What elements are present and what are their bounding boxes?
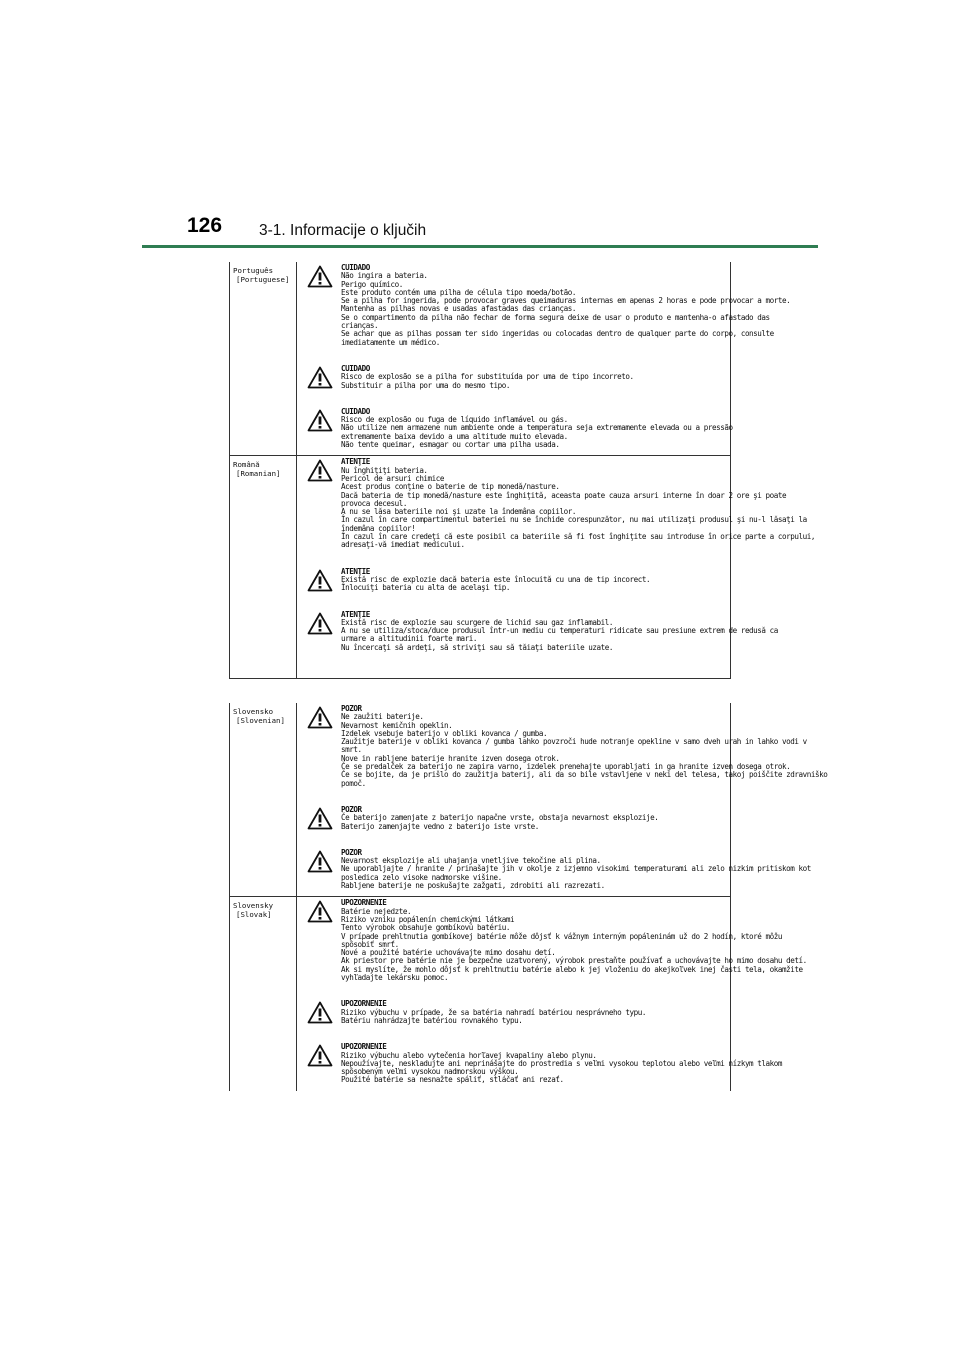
warning-line: Použité batérie sa nesnažte spáliť, stláčať ani rezať.: [341, 1075, 564, 1085]
warning-text: [341, 566, 730, 593]
language-name-en: [Romanian]: [236, 469, 281, 479]
warning-title: POZOR: [341, 704, 362, 713]
warning-triangle-icon: [307, 1044, 333, 1067]
warning-line: În cazul în care credeţi că este posibil ca bateriile să fi fost înghiţite sau introduse în orice parte a corpului,: [341, 532, 816, 542]
language-name: Português: [233, 266, 274, 275]
warning-text: [341, 406, 733, 450]
warning-triangle-icon: [307, 265, 333, 288]
warning-line: Ne zaužiti baterije.: [341, 712, 424, 722]
warning-text: [341, 703, 828, 788]
header-rule: [142, 245, 818, 248]
warnings-list: [230, 456, 816, 678]
warning-text: [341, 847, 811, 891]
warning-line: Înlocuiţi bateria cu alta de acelaşi tip.: [341, 583, 510, 593]
warning-entry: [297, 703, 828, 790]
language-label: [230, 897, 297, 1090]
page-number: 126: [187, 214, 223, 237]
warning-line: A nu se lăsa bateriile noi şi uzate la îndemâna copiilor.: [341, 507, 576, 517]
warning-line: adresaţi-vă imediat medicului.: [341, 540, 465, 550]
warning-line: Se achar que as pilhas possam ter sido ingeridas ou colocadas dentro de qualquer parte do corpo, consulte: [341, 329, 774, 339]
warning-text: [341, 998, 730, 1025]
warning-entry: [297, 262, 791, 349]
warning-line: Riziko výbuchu v prípade, že sa batéria nahradí batériou nesprávneho typu.: [341, 1007, 647, 1017]
warning-text: [341, 609, 778, 652]
warning-line: Riziko výbuchu alebo vytečenia horľavej kvapaliny alebo plynu.: [341, 1050, 597, 1060]
warning-line: Perigo químico.: [341, 279, 403, 289]
warning-entry: [297, 406, 733, 451]
language-name: Slovensky: [233, 901, 274, 911]
warning-line: Če se bojite, da je prišlo do zaužitja baterij, ali da so bile vstavljene v neki del telesa, takoj poiščite zdravniško: [341, 770, 828, 780]
warning-spacer: [230, 1027, 730, 1041]
warning-line: Riziko vzniku popálenín chemickými látkami: [341, 914, 515, 924]
warning-line: Nu înghiţiţi bateria.: [341, 465, 428, 475]
warning-line: Substituir a pilha por uma do mesmo tipo.: [341, 380, 510, 390]
warning-entry: [297, 566, 730, 595]
warning-title: ATENŢIE: [341, 457, 370, 467]
warning-title: UPOZORNENIE: [341, 999, 387, 1009]
warning-line: Zaužitje baterije v obliki kovanca / gumba lahko povzroči hude notranje opekline v samo dveh urah in lahko vodi v: [341, 737, 807, 747]
warning-line: Ak priestor pre batérie nie je bezpečne uzatvorený, výrobok prestaňte používať a uchovávajte ho mimo dosahu detí.: [341, 956, 807, 966]
language-section-romanian: [230, 455, 816, 678]
warning-text: [341, 804, 730, 831]
warning-entry: [297, 897, 807, 984]
warning-entry: [297, 456, 816, 551]
warning-title: UPOZORNENIE: [341, 1042, 387, 1052]
warning-line: smrt.: [341, 745, 362, 755]
warning-line: Nu încercaţi să ardeţi, să striviţi sau să tăiaţi bateriile uzate.: [341, 642, 614, 652]
warning-title: CUIDADO: [341, 406, 370, 416]
warning-line: Não ingira a bateria.: [341, 271, 428, 281]
section-bottom-padding: [230, 654, 730, 678]
warning-entry: [297, 363, 730, 392]
warning-spacer: [230, 552, 730, 566]
warning-line: Ak si myslíte, že mohlo dôjsť k prehltnutiu batérie alebo k jej vloženiu do akejkoľvek inej časti tela, okamžite: [341, 964, 803, 974]
warning-entry: [297, 609, 778, 654]
language-section-slovenian: [230, 703, 828, 896]
warning-line: Acest produs conţine o baterie de tip monedă/nasture.: [341, 482, 560, 492]
warning-title: CUIDADO: [341, 263, 370, 272]
warning-line: Este produto contém uma pilha de célula tipo moeda/botão.: [341, 287, 576, 297]
language-label: [230, 262, 297, 455]
warning-spacer: [230, 595, 730, 609]
language-section-slovak: [230, 896, 807, 1090]
warning-triangle-icon: [307, 850, 333, 873]
warning-line: pomoč.: [341, 778, 366, 788]
language-name-en: [Portuguese]: [236, 275, 290, 284]
warning-line: Če se predalček za baterijo ne zapira varno, izdelek prenehajte uporabljati in ga hranite izven dosega otrok.: [341, 762, 791, 772]
warning-spacer: [230, 984, 730, 998]
warning-line: Batériu nahrádzajte batériou rovnakého typu.: [341, 1015, 523, 1025]
warning-text: [341, 363, 730, 390]
warnings-list: [230, 262, 791, 455]
section-bottom-padding: [230, 1087, 730, 1091]
warning-spacer: [230, 392, 730, 406]
warning-title: CUIDADO: [341, 363, 370, 373]
warning-triangle-icon: [307, 569, 333, 592]
warning-title: POZOR: [341, 804, 362, 814]
warning-text: [341, 456, 816, 550]
warning-title: ATENŢIE: [341, 566, 370, 576]
language-label: [230, 703, 297, 896]
warning-line: Baterijo zamenjajte vedno z baterijo iste vrste.: [341, 821, 539, 831]
warning-triangle-icon: [307, 366, 333, 389]
warning-triangle-icon: [307, 807, 333, 830]
warning-line: Nepoužívajte, neskladujte ani neprinášajte do prostredia s veľmi vysokou teplotou alebo veľmi nízkym tlakom: [341, 1058, 783, 1068]
warning-line: provoca decesul.: [341, 498, 407, 508]
warning-text: [341, 897, 807, 983]
warnings-list: [230, 703, 828, 896]
warning-line: posledica zelo visoke nadmorske višine.: [341, 872, 502, 882]
warning-line: Nové a použité batérie uchovávajte mimo dosahu detí.: [341, 948, 556, 958]
warning-triangle-icon: [307, 706, 333, 729]
warning-line: În cazul în care compartimentul bateriei nu se închide corespunzător, nu mai utilizaţi produsul şi nu-l lăsaţi la: [341, 515, 807, 525]
warning-spacer: [230, 790, 730, 804]
warning-line: extremamente baixa devido a uma altitude muito elevada.: [341, 431, 568, 441]
warning-line: Tento výrobok obsahuje gombíkovú batériu.: [341, 923, 510, 933]
warning-line: Izdelek vsebuje baterijo v obliki kovanca / gumba.: [341, 728, 548, 738]
warning-entry: [297, 804, 730, 833]
warning-triangle-icon: [307, 1001, 333, 1024]
warning-text: [341, 1041, 783, 1085]
warning-triangle-icon: [307, 612, 333, 635]
warning-line: Există risc de explozie dacă bateria este înlocuită cu una de tip incorect.: [341, 574, 651, 584]
language-name: Română: [233, 460, 260, 470]
warning-line: Risco de explosão se a pilha for substituída por uma de tipo incorreto.: [341, 372, 634, 382]
warning-table-bottom: [229, 703, 828, 1091]
warning-line: Se o compartimento da pilha não fechar de forma segura deixe de usar o produto e mantenha-o afastado das: [341, 312, 770, 322]
warning-line: Rabljene baterije ne poskušajte zažgati, zdrobiti ali razrezati.: [341, 881, 605, 891]
warning-line: spôsobiť smrť.: [341, 939, 399, 949]
language-label: [230, 456, 297, 678]
warning-triangle-icon: [307, 459, 333, 482]
warning-line: spôsobeným veľmi vysokou nadmorskou výškou.: [341, 1067, 519, 1077]
language-name: Slovensko: [233, 707, 274, 716]
language-section-portuguese: [230, 262, 791, 455]
warning-line: Risco de explosão ou fuga de líquido inflamável ou gás.: [341, 415, 568, 425]
warning-text: [341, 262, 791, 347]
warning-line: vyhľadajte lekársku pomoc.: [341, 973, 449, 983]
warning-entry: [297, 847, 811, 892]
warning-line: Există risc de explozie sau scurgere de lichid sau gaz inflamabil.: [341, 617, 614, 627]
warning-table-top: [229, 262, 816, 679]
warning-line: imediatamente um médico.: [341, 337, 440, 347]
warning-spacer: [230, 833, 730, 847]
warning-line: A nu se utiliza/stoca/duce produsul într-un mediu cu temperaturi ridicate sau presiune extrem de redusă ca: [341, 626, 778, 636]
warning-entry: [297, 1041, 783, 1086]
language-name-en: [Slovak]: [236, 910, 272, 920]
warning-line: Batérie nejedzte.: [341, 906, 412, 916]
warning-line: Não tente queimar, esmagar ou cortar uma pilha usada.: [341, 440, 560, 450]
warning-triangle-icon: [307, 900, 333, 923]
warnings-list: [230, 897, 807, 1090]
warning-line: Mantenha as pilhas novas e usadas afastadas das crianças.: [341, 304, 576, 314]
warning-line: Se a pilha for ingerida, pode provocar graves queimaduras internas em apenas 2 horas e pode provocar a morte.: [341, 296, 791, 306]
warning-line: Pericol de arsuri chimice: [341, 473, 445, 483]
warning-title: UPOZORNENIE: [341, 898, 387, 908]
warning-title: POZOR: [341, 847, 362, 857]
warning-line: îndemâna copiilor!: [341, 523, 416, 533]
warning-line: Nove in rabljene baterije hranite izven dosega otrok.: [341, 753, 560, 763]
warning-triangle-icon: [307, 409, 333, 432]
warning-line: Nevarnost eksplozije ali uhajanja vnetljive tekočine ali plina.: [341, 856, 601, 866]
warning-line: Dacă bateria de tip monedă/nasture este înghiţită, aceasta poate cauza arsuri interne în doar 2 ore şi poate: [341, 490, 787, 500]
warning-line: crianças.: [341, 321, 379, 331]
warning-spacer: [230, 349, 730, 363]
warning-title: ATENŢIE: [341, 609, 370, 619]
warning-line: Ne uporabljajte / hranite / prinašajte jih v okolje z izjemno visokimi temperaturami ali zelo nizkim pritiskom kot: [341, 864, 811, 874]
language-name-en: [Slovenian]: [236, 716, 285, 725]
warning-entry: [297, 998, 730, 1027]
warning-line: V prípade prehltnutia gombíkovej batérie môže dôjsť k vážnym interným popáleninám už do 2 hodín, ktoré môžu: [341, 931, 783, 941]
warning-line: Nevarnost kemičnih opeklin.: [341, 720, 453, 730]
warning-line: urmare a altitudinii foarte mari.: [341, 634, 478, 644]
warning-line: Če baterijo zamenjate z baterijo napačne vrste, obstaja nevarnost eksplozije.: [341, 813, 659, 823]
chapter-title: 3-1. Informacije o ključih: [259, 222, 427, 239]
warning-line: Não utilize nem armazene num ambiente onde a temperatura seja extremamente elevada ou a pressão: [341, 423, 733, 433]
